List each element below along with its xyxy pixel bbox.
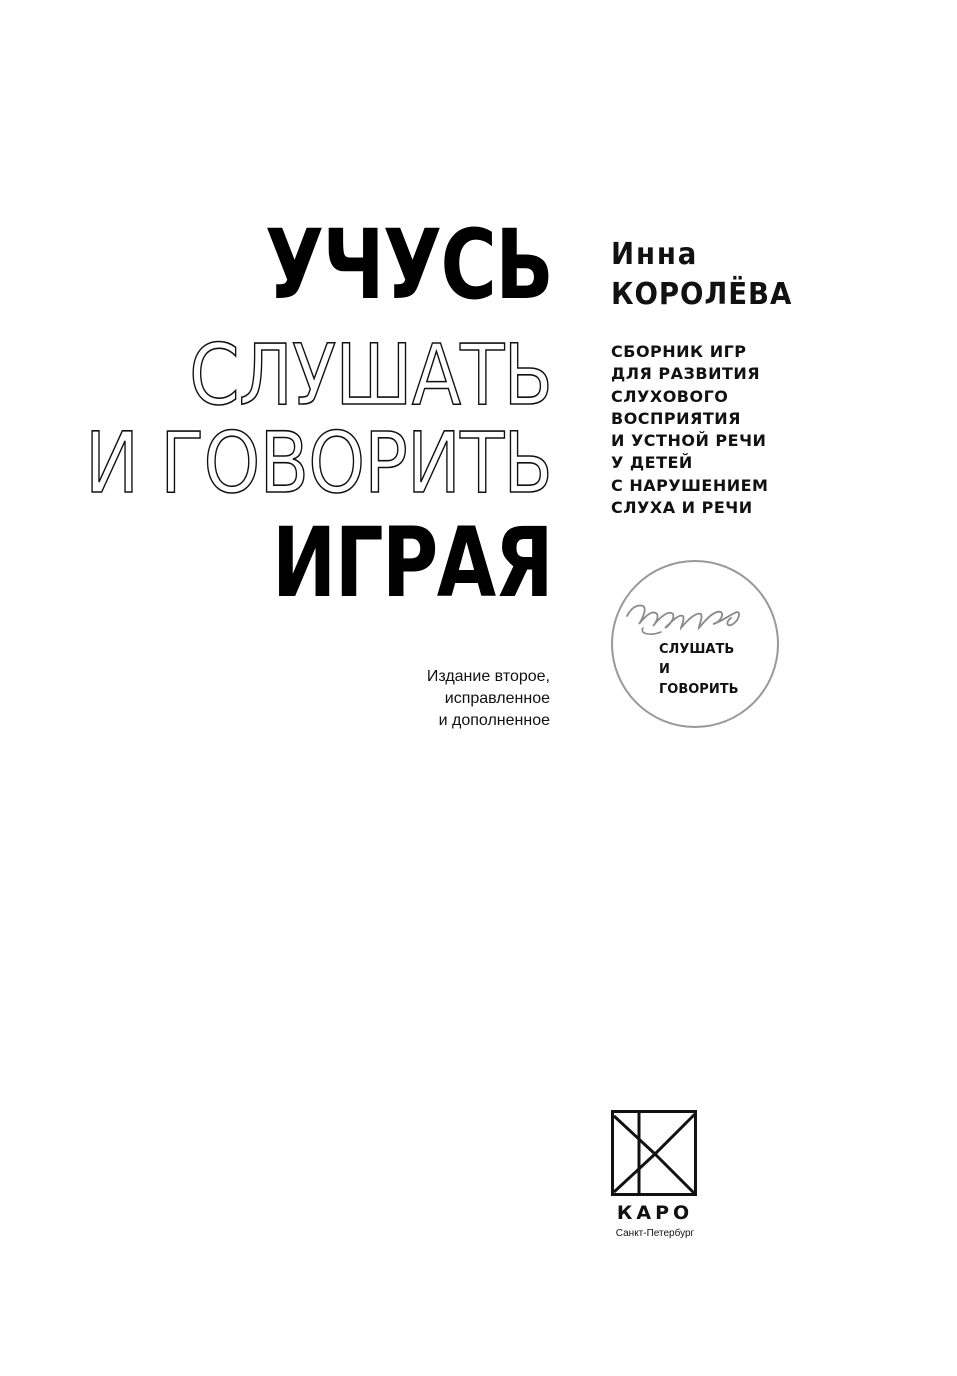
description-line: СЛУХА И РЕЧИ xyxy=(611,498,753,518)
badge-line: И xyxy=(659,662,670,677)
series-badge xyxy=(611,560,779,728)
description-line: У ДЕТЕЙ xyxy=(611,453,693,473)
description-line: ДЛЯ РАЗВИТИЯ xyxy=(611,364,761,384)
description-line: И УСТНОЙ РЕЧИ xyxy=(611,431,767,451)
title-line-slushat: СЛУШАТЬ xyxy=(188,326,552,424)
book-description xyxy=(611,341,768,519)
edition-line: и дополненное xyxy=(438,712,550,729)
description-line: СЛУХОВОГО xyxy=(611,386,729,406)
edition-line: исправленное xyxy=(444,690,550,707)
edition-note xyxy=(427,666,550,732)
title-line-igraya: ИГРАЯ xyxy=(271,507,552,619)
description-line: С НАРУШЕНИЕМ xyxy=(611,475,769,495)
publisher-name: КАРО xyxy=(616,1202,694,1224)
author-first-name: Инна xyxy=(611,237,699,272)
badge-line: СЛУШАТЬ xyxy=(659,642,735,657)
description-line: ВОСПРИЯТИЯ xyxy=(611,408,741,428)
karo-k-icon xyxy=(611,1110,697,1196)
title-line-i-govorit: И ГОВОРИТЬ xyxy=(84,414,552,512)
publisher-logo xyxy=(609,1110,699,1240)
badge-line: ГОВОРИТЬ xyxy=(659,682,739,697)
author-last-name: КОРОЛЁВА xyxy=(611,277,793,312)
script-uchus-logo xyxy=(621,588,761,638)
badge-text xyxy=(659,640,738,700)
title-line-uchus: УЧУСЬ xyxy=(264,209,552,321)
publisher-city: Санкт-Петербург xyxy=(615,1228,695,1239)
edition-line: Издание второе, xyxy=(426,668,550,685)
description-line: СБОРНИК ИГР xyxy=(611,342,747,361)
author-name xyxy=(611,235,792,315)
